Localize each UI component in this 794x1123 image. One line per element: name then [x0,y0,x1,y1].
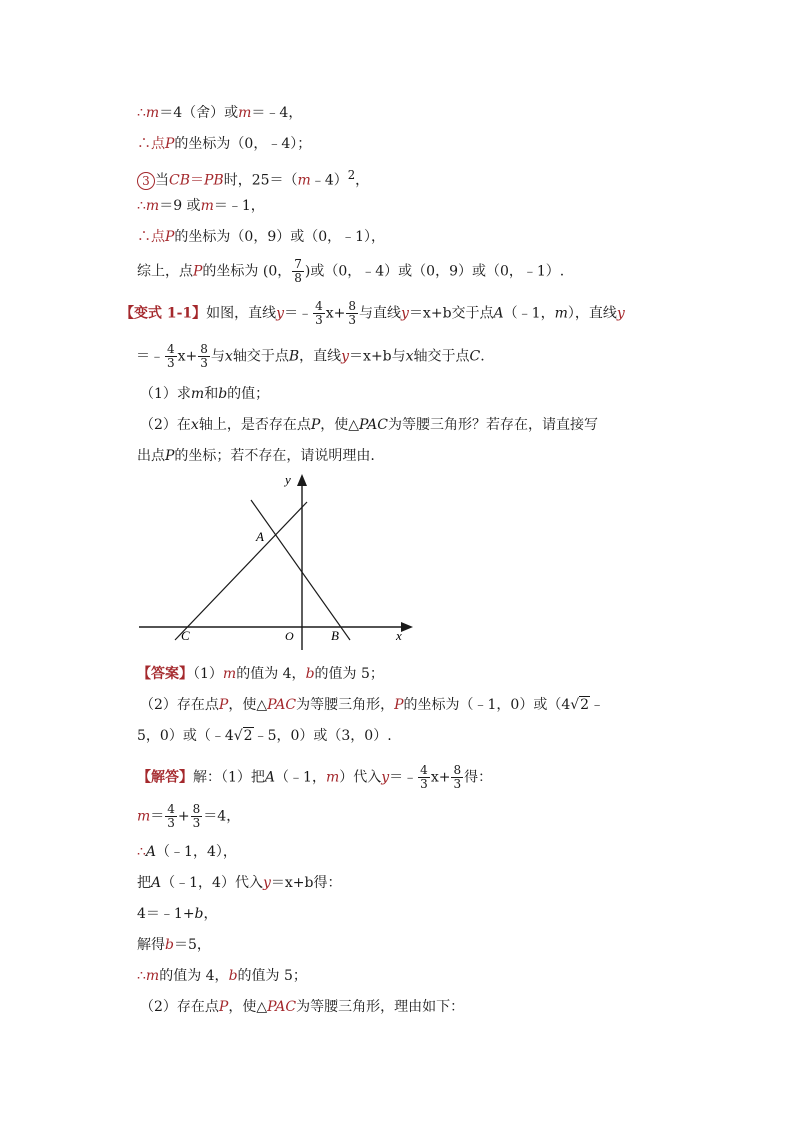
fraction-7-8: $\frac{7}{8}$ [294,257,302,285]
coordinate-graph [135,470,420,650]
x-axis-arrow [401,622,413,632]
therefore-symbol: ∴ [137,105,146,121]
line-ca [175,502,307,640]
answer-line-3: 5，0）或（﹣4√2﹣5，0）或（3，0）. [137,728,392,744]
solution-line-1: 【解答】解：（1）把A（﹣1，m）代入y＝﹣ $\frac{4}{3}$ x+ $\frac{8}{3}$ 得： [137,763,493,791]
solution-line-3: ∴A（﹣1，4）， [137,844,237,860]
variant-problem-line-2: ＝﹣ $\frac{4}{3}$ x+ $\frac{8}{3}$ 与x轴交于点B，直线y＝x+b与x轴交于点C. [136,342,485,370]
line-p-coord-1: ∴点P的坐标为（0，﹣4）； [137,136,312,152]
line-summary: 综上，点P的坐标为 (0， $\frac{7}{8}$ )或（0，﹣4）或（0，9）或（0，﹣1）. [137,257,565,285]
label-y: y [285,472,291,487]
line-p-coord-2: ∴点P的坐标为（0，9）或（0，﹣1）， [137,229,386,245]
line-ab [251,500,350,640]
solution-line-2: m＝ $\frac{4}{3}$ + $\frac{8}{3}$ ＝4， [137,802,241,830]
solution-line-7: ∴m的值为 4，b的值为 5； [137,968,307,984]
solution-line-4: 把A（﹣1，4）代入y＝x+b得： [137,875,342,891]
question-2-line-2: 出点P的坐标；若不存在，请说明理由. [137,448,375,464]
variant-problem-line-1: 【变式 1-1】如图，直线y＝﹣ $\frac{4}{3}$ x+ $\frac{8}{3}$ 与直线y＝x+b交于点A（﹣1，m），直线y [120,299,625,327]
solution-line-5: 4＝﹣1+b， [137,906,218,922]
label-o: O [285,629,294,643]
variant-tag: 【变式 1-1】 [120,305,207,322]
line-m-values: ∴m＝4（舍）或m＝﹣4， [137,105,303,121]
circled-number-3: 3 [137,172,155,190]
label-c: C [181,628,190,643]
answer-line-2: （2）存在点P，使△PAC为等腰三角形，P的坐标为（﹣1，0）或（4√2﹣ [140,697,605,713]
answer-tag: 【答案】 [137,666,193,682]
solution-tag: 【解答】 [137,769,193,786]
question-2-line-1: （2）在x轴上，是否存在点P，使△PAC为等腰三角形？若存在，请直接写 [140,417,598,433]
line-case-3: 3 当CB＝PB时，25＝（m﹣4）$^2$， [137,165,369,191]
sqrt-2: √2 [570,697,590,713]
label-x: x [396,628,402,643]
label-b: B [331,628,339,643]
y-axis-arrow [297,474,307,486]
question-1: （1）求m和b的值； [140,386,270,402]
answer-line-1: 【答案】（1）m的值为 4，b的值为 5； [137,666,384,682]
solution-line-8: （2）存在点P，使△PAC为等腰三角形，理由如下： [140,999,465,1015]
label-a: A [256,529,264,544]
solution-line-6: 解得b＝5， [137,937,211,953]
line-m-values-2: ∴m＝9 或m＝﹣1， [137,198,265,214]
